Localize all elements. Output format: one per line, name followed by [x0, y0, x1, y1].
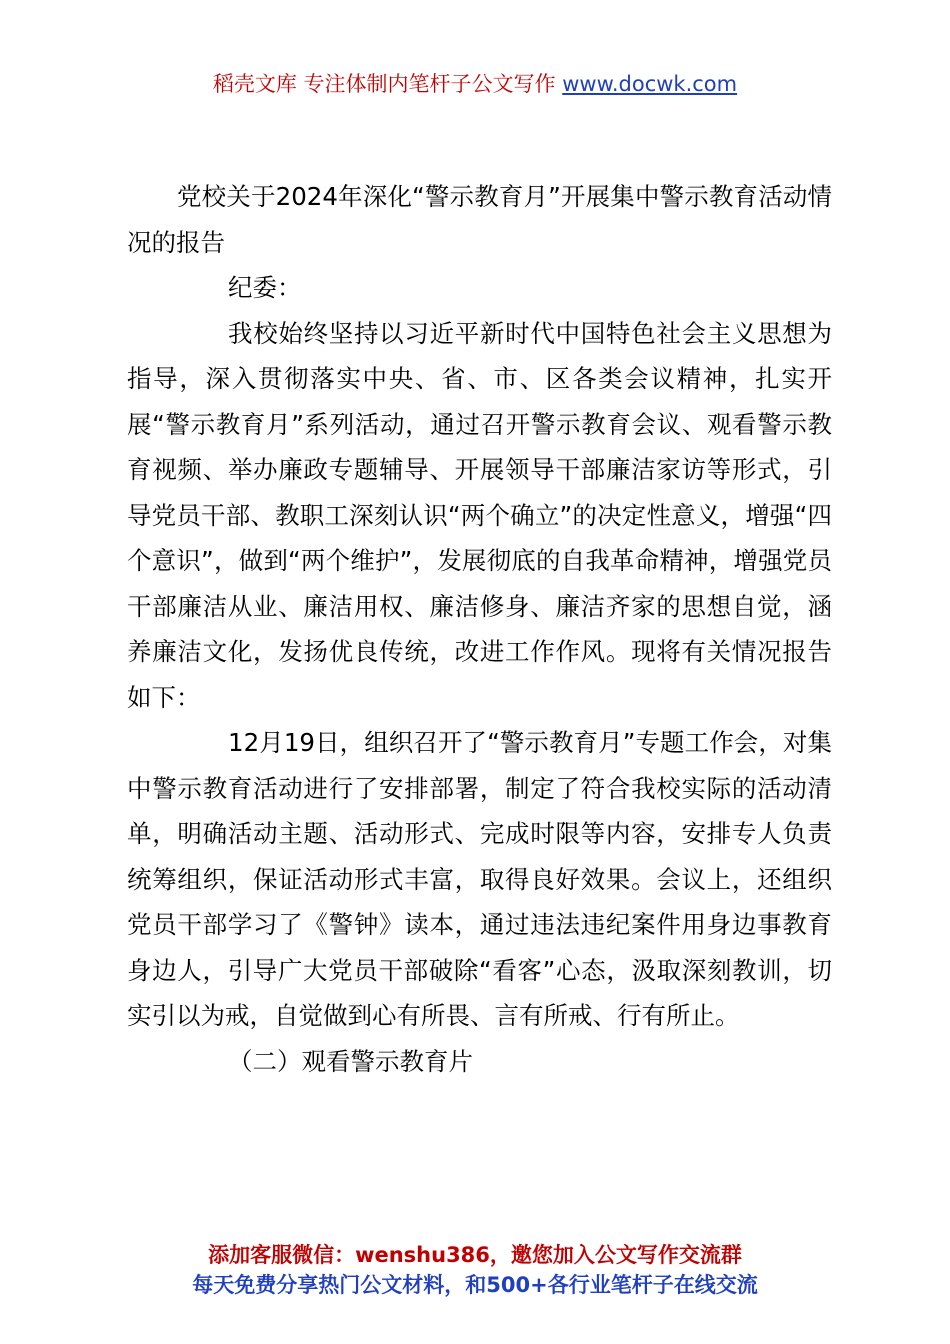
- document-body: [127, 174, 832, 1084]
- paragraph-intro: 我校始终坚持以习近平新时代中国特色社会主义思想为指导，深入贯彻落实中央、省、市、区各类会议精神，扎实开展“警示教育月”系列活动，通过召开警示教育会议、观看警示教育视频、举办廉政专题辅导、开展领导干部廉洁家访等形式，引导党员干部、教职工深刻认识“两个确立”的决定性意义，增强“四个意识”，做到“两个维护”，发展彻底的自我革命精神，增强党员干部廉洁从业、廉洁用权、廉洁修身、廉洁齐家的思想自觉，涵养廉洁文化，发扬优良传统，改进工作作风。现将有关情况报告如下：: [127, 318, 832, 712]
- header-url-link[interactable]: www.docwk.com: [562, 72, 738, 96]
- header-brand-text: 稻壳文库 专注体制内笔杆子公文写作: [212, 72, 556, 96]
- section-subheading: （二）观看警示教育片: [228, 1046, 473, 1076]
- salutation: 纪委：: [228, 273, 302, 302]
- header-banner: [0, 70, 950, 98]
- footer-wechat-line: 添加客服微信：wenshu386，邀您加入公文写作交流群: [208, 1243, 742, 1267]
- document-title: 党校关于2024年深化“警示教育月”开展集中警示教育活动情况的报告: [127, 182, 832, 257]
- footer-share-line: 每天免费分享热门公文材料，和500+各行业笔杆子在线交流: [192, 1273, 758, 1297]
- paragraph-meeting: 12月19日，组织召开了“警示教育月”专题工作会，对集中警示教育活动进行了安排部署，制定了符合我校实际的活动清单，明确活动主题、活动形式、完成时限等内容，安排专人负责统筹组织，保证活动形式丰富，取得良好效果。会议上，还组织党员干部学习了《警钟》读本，通过违法违纪案件用身边事教育身边人，引导广大党员干部破除“看客”心态，汲取深刻教训，切实引以为戒，自觉做到心有所畏、言有所戒、行有所止。: [127, 728, 832, 1030]
